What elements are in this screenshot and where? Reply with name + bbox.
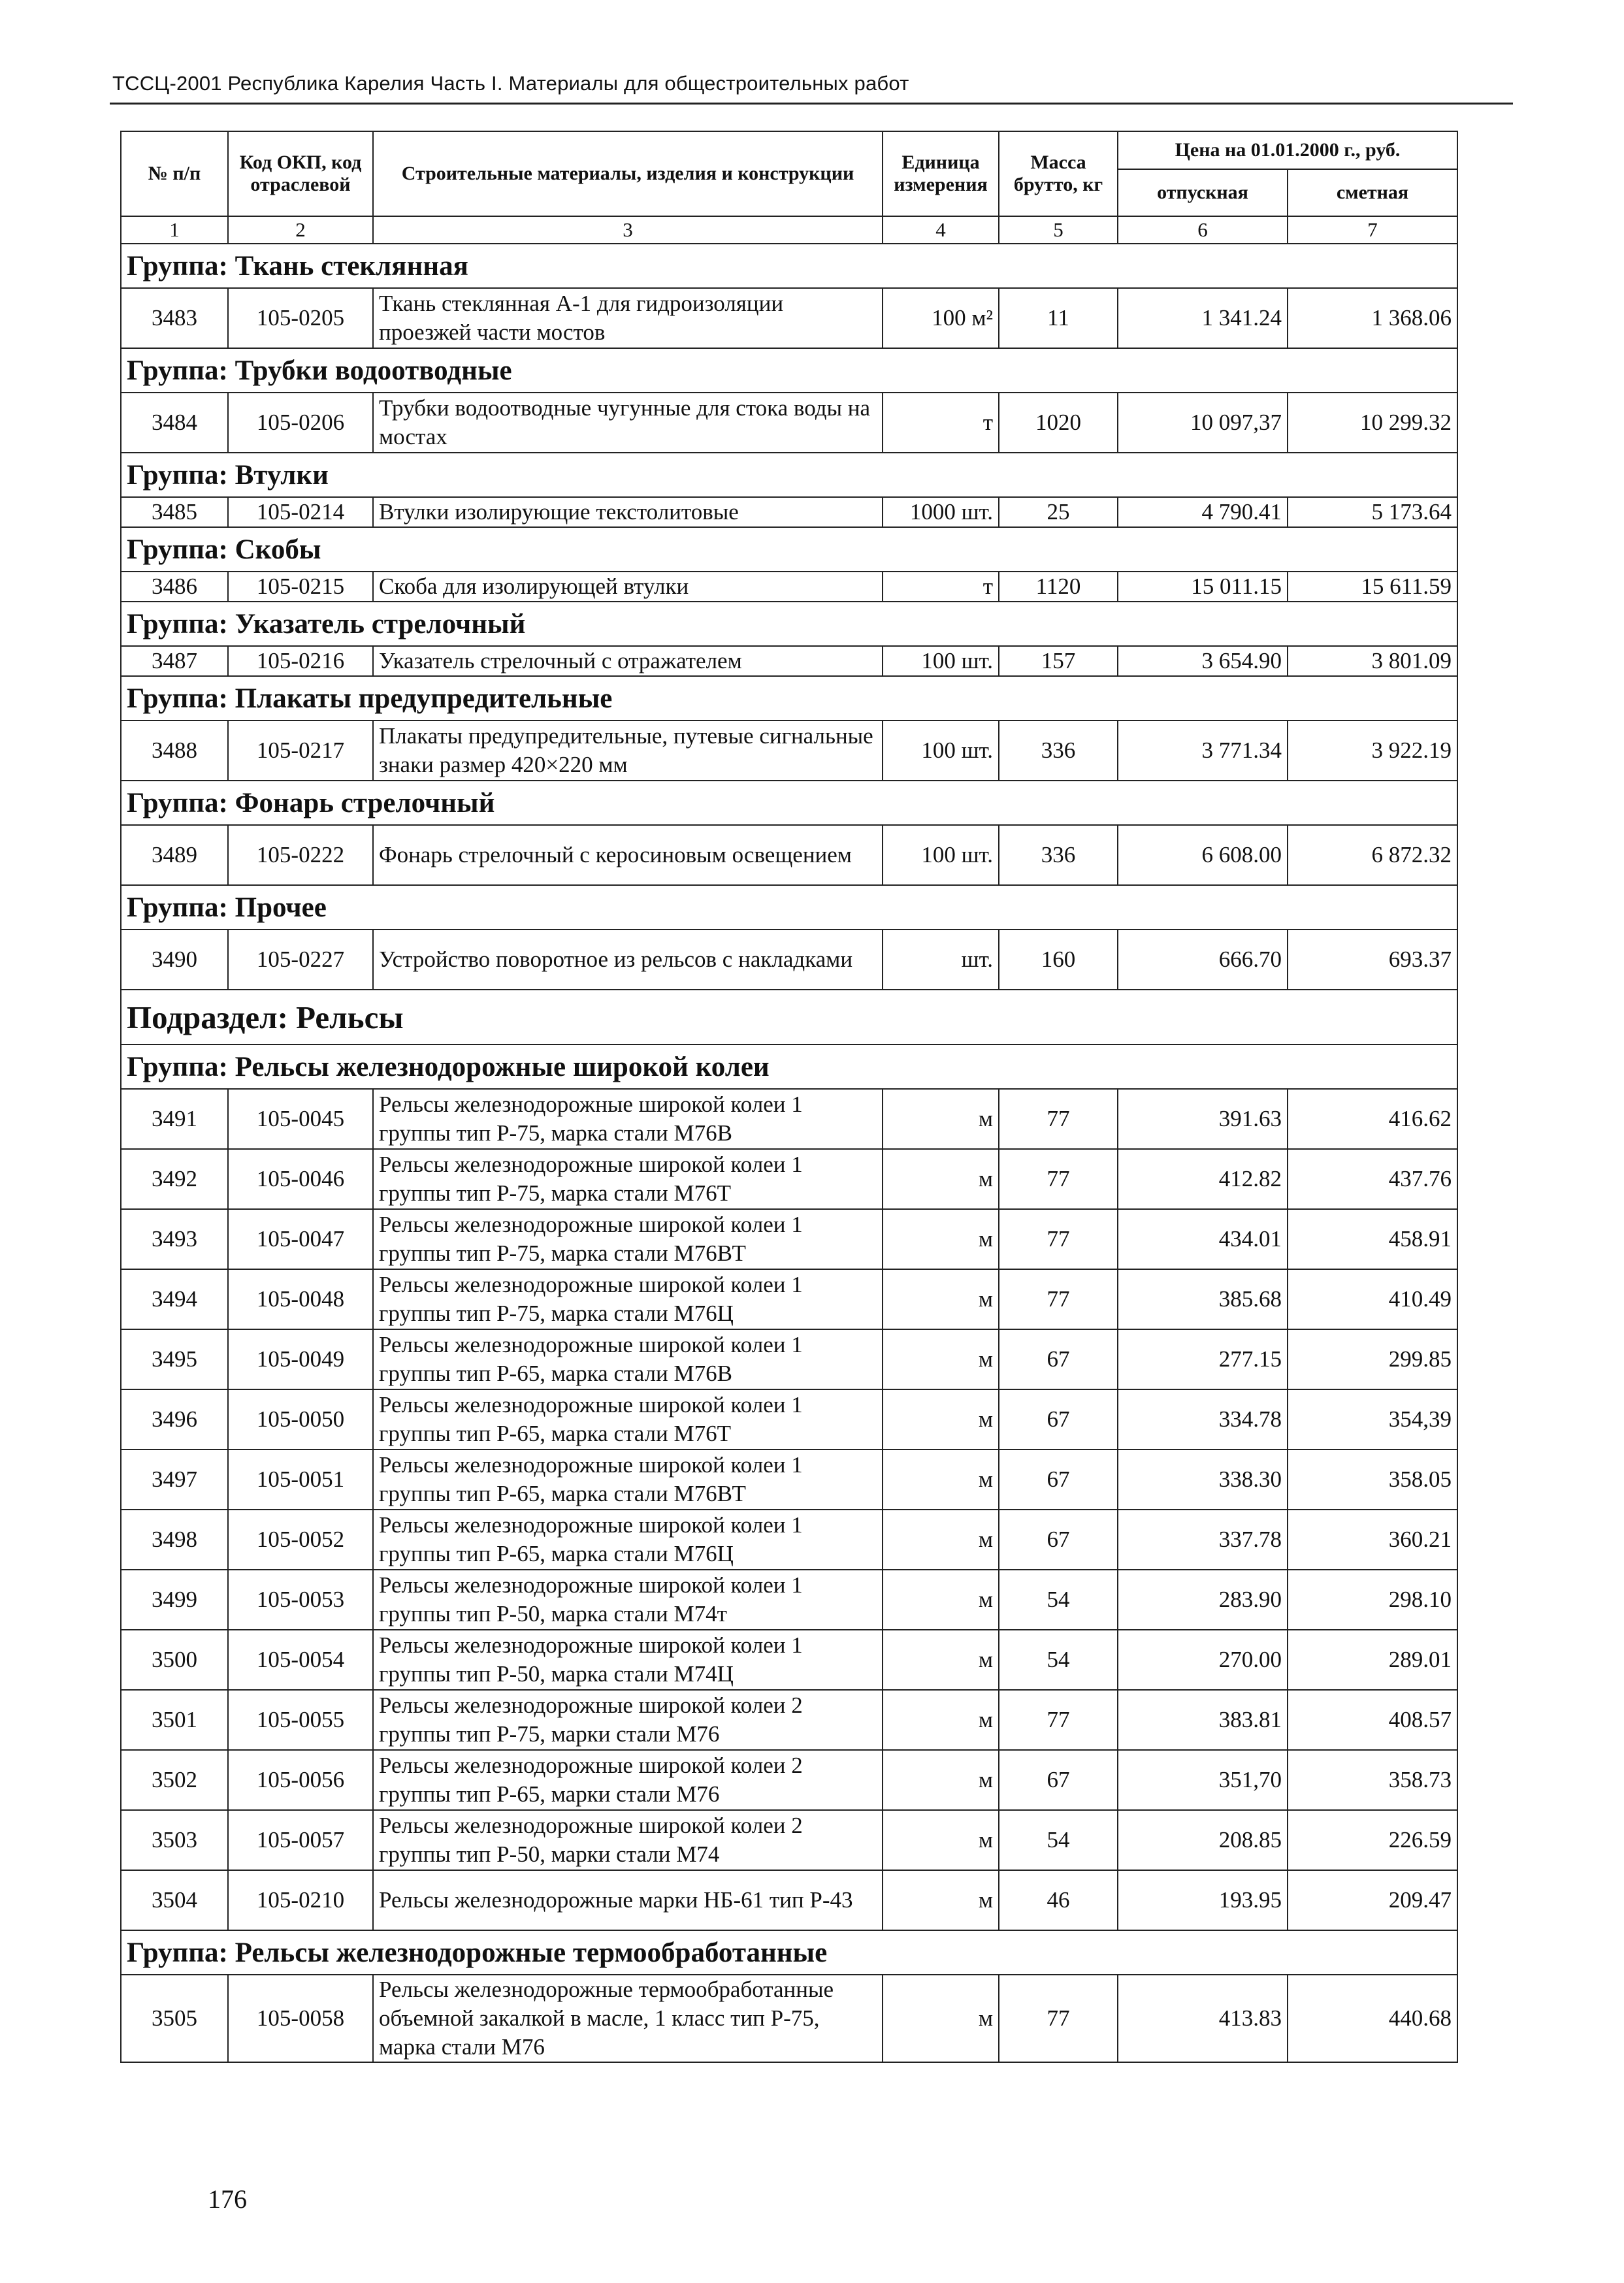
row-code: 105-0214 (228, 497, 373, 527)
row-price-release: 666.70 (1118, 930, 1288, 990)
row-unit: шт. (883, 930, 999, 990)
row-price-estimate: 360.21 (1288, 1510, 1457, 1570)
row-number: 3487 (121, 646, 228, 676)
row-number: 3483 (121, 288, 228, 348)
row-code: 105-0051 (228, 1449, 373, 1510)
row-price-estimate: 416.62 (1288, 1089, 1457, 1149)
page-header-title: ТССЦ-2001 Республика Карелия Часть I. Материалы для общестроительных работ (112, 72, 909, 95)
row-code: 105-0054 (228, 1630, 373, 1690)
group-heading: Группа: Втулки (121, 453, 1457, 497)
row-number: 3491 (121, 1089, 228, 1149)
group-heading: Группа: Плакаты предупредительные (121, 676, 1457, 721)
row-unit: м (883, 1389, 999, 1449)
row-mass: 54 (999, 1810, 1118, 1870)
table-row (121, 1449, 1457, 1510)
row-material-name: Ткань стеклянная А-1 для гидроизоляции проезжей части мостов (373, 288, 883, 348)
row-price-release: 412.82 (1118, 1149, 1288, 1209)
row-unit: м (883, 1449, 999, 1510)
row-code: 105-0058 (228, 1975, 373, 2062)
column-index: 2 (228, 216, 373, 244)
group-heading: Группа: Рельсы железнодорожные термообработанные (121, 1930, 1457, 1975)
row-price-release: 15 011.15 (1118, 572, 1288, 602)
row-price-release: 383.81 (1118, 1690, 1288, 1750)
row-price-release: 4 790.41 (1118, 497, 1288, 527)
table-row (121, 1975, 1457, 2062)
row-code: 105-0052 (228, 1510, 373, 1570)
price-table-body (121, 244, 1457, 2062)
row-price-estimate: 437.76 (1288, 1149, 1457, 1209)
column-index: 1 (121, 216, 228, 244)
row-material-name: Фонарь стрелочный с керосиновым освещением (373, 825, 883, 885)
col-header-unit: Единица измерения (883, 131, 999, 216)
table-row (121, 1630, 1457, 1690)
row-code: 105-0047 (228, 1209, 373, 1269)
row-material-name: Втулки изолирующие текстолитовые (373, 497, 883, 527)
row-mass: 25 (999, 497, 1118, 527)
row-code: 105-0055 (228, 1690, 373, 1750)
row-price-estimate: 298.10 (1288, 1570, 1457, 1630)
row-number: 3501 (121, 1690, 228, 1750)
row-number: 3492 (121, 1149, 228, 1209)
row-price-release: 385.68 (1118, 1269, 1288, 1329)
row-number: 3486 (121, 572, 228, 602)
row-number: 3490 (121, 930, 228, 990)
col-header-price-release: отпускная (1118, 169, 1288, 216)
row-material-name: Трубки водоотводные чугунные для стока воды на мостах (373, 393, 883, 453)
row-unit: м (883, 1209, 999, 1269)
row-number: 3503 (121, 1810, 228, 1870)
row-number: 3498 (121, 1510, 228, 1570)
row-number: 3489 (121, 825, 228, 885)
group-heading: Группа: Трубки водоотводные (121, 348, 1457, 393)
row-price-estimate: 10 299.32 (1288, 393, 1457, 453)
row-unit: 100 шт. (883, 825, 999, 885)
row-price-estimate: 5 173.64 (1288, 497, 1457, 527)
row-number: 3484 (121, 393, 228, 453)
row-code: 105-0206 (228, 393, 373, 453)
row-unit: м (883, 1149, 999, 1209)
row-material-name: Рельсы железнодорожные широкой колеи 2 группы тип Р-65, марки стали М76 (373, 1750, 883, 1810)
row-unit: м (883, 1269, 999, 1329)
row-material-name: Рельсы железнодорожные марки НБ-61 тип Р-43 (373, 1870, 883, 1930)
row-unit: м (883, 1810, 999, 1870)
row-unit: м (883, 1975, 999, 2062)
row-price-estimate: 458.91 (1288, 1209, 1457, 1269)
row-price-estimate: 354,39 (1288, 1389, 1457, 1449)
row-price-estimate: 3 922.19 (1288, 721, 1457, 781)
row-material-name: Рельсы железнодорожные широкой колеи 1 группы тип Р-75, марка стали М76ВТ (373, 1209, 883, 1269)
row-material-name: Рельсы железнодорожные широкой колеи 1 группы тип Р-50, марка стали М74Ц (373, 1630, 883, 1690)
row-code: 105-0210 (228, 1870, 373, 1930)
table-row (121, 1870, 1457, 1930)
row-material-name: Рельсы железнодорожные широкой колеи 2 группы тип Р-75, марки стали М76 (373, 1690, 883, 1750)
row-price-estimate: 693.37 (1288, 930, 1457, 990)
row-unit: 1000 шт. (883, 497, 999, 527)
row-price-estimate: 6 872.32 (1288, 825, 1457, 885)
table-row (121, 1209, 1457, 1269)
row-unit: т (883, 393, 999, 453)
row-number: 3494 (121, 1269, 228, 1329)
row-price-release: 3 654.90 (1118, 646, 1288, 676)
header-divider (110, 103, 1513, 105)
row-code: 105-0205 (228, 288, 373, 348)
row-price-release: 208.85 (1118, 1810, 1288, 1870)
row-mass: 67 (999, 1329, 1118, 1389)
col-header-mass: Масса брутто, кг (999, 131, 1118, 216)
row-unit: т (883, 572, 999, 602)
row-number: 3488 (121, 721, 228, 781)
table-row (121, 1510, 1457, 1570)
row-material-name: Рельсы железнодорожные широкой колеи 1 группы тип Р-75, марка стали М76Т (373, 1149, 883, 1209)
row-price-estimate: 410.49 (1288, 1269, 1457, 1329)
column-index: 4 (883, 216, 999, 244)
row-mass: 1120 (999, 572, 1118, 602)
row-price-estimate: 209.47 (1288, 1870, 1457, 1930)
row-mass: 54 (999, 1630, 1118, 1690)
row-number: 3499 (121, 1570, 228, 1630)
row-price-estimate: 1 368.06 (1288, 288, 1457, 348)
row-price-estimate: 440.68 (1288, 1975, 1457, 2062)
table-row (121, 825, 1457, 885)
row-material-name: Скоба для изолирующей втулки (373, 572, 883, 602)
row-code: 105-0045 (228, 1089, 373, 1149)
row-price-release: 391.63 (1118, 1089, 1288, 1149)
row-code: 105-0057 (228, 1810, 373, 1870)
row-code: 105-0049 (228, 1329, 373, 1389)
row-price-release: 193.95 (1118, 1870, 1288, 1930)
row-price-release: 270.00 (1118, 1630, 1288, 1690)
column-index: 5 (999, 216, 1118, 244)
row-material-name: Рельсы железнодорожные широкой колеи 1 группы тип Р-65, марка стали М76ВТ (373, 1449, 883, 1510)
row-material-name: Рельсы железнодорожные термообработанные объемной закалкой в масле, 1 класс тип Р-75, марка стали М76 (373, 1975, 883, 2062)
row-code: 105-0216 (228, 646, 373, 676)
row-mass: 77 (999, 1209, 1118, 1269)
row-price-estimate: 358.05 (1288, 1449, 1457, 1510)
table-row (121, 1690, 1457, 1750)
row-code: 105-0215 (228, 572, 373, 602)
row-unit: 100 шт. (883, 721, 999, 781)
col-header-code: Код ОКП, код отраслевой (228, 131, 373, 216)
row-price-release: 338.30 (1118, 1449, 1288, 1510)
row-unit: м (883, 1329, 999, 1389)
table-row (121, 646, 1457, 676)
row-mass: 67 (999, 1510, 1118, 1570)
row-number: 3495 (121, 1329, 228, 1389)
row-mass: 67 (999, 1389, 1118, 1449)
row-code: 105-0056 (228, 1750, 373, 1810)
row-mass: 157 (999, 646, 1118, 676)
row-price-estimate: 226.59 (1288, 1810, 1457, 1870)
column-index: 6 (1118, 216, 1288, 244)
row-unit: м (883, 1089, 999, 1149)
row-mass: 160 (999, 930, 1118, 990)
group-heading: Группа: Указатель стрелочный (121, 602, 1457, 646)
table-row (121, 930, 1457, 990)
table-row (121, 1810, 1457, 1870)
row-number: 3502 (121, 1750, 228, 1810)
row-price-release: 3 771.34 (1118, 721, 1288, 781)
table-row (121, 393, 1457, 453)
col-header-price-estimate: сметная (1288, 169, 1457, 216)
row-number: 3504 (121, 1870, 228, 1930)
table-row (121, 1570, 1457, 1630)
row-unit: 100 м² (883, 288, 999, 348)
row-price-estimate: 358.73 (1288, 1750, 1457, 1810)
row-mass: 77 (999, 1690, 1118, 1750)
page-number: 176 (208, 2184, 247, 2214)
row-mass: 67 (999, 1449, 1118, 1510)
row-price-release: 283.90 (1118, 1570, 1288, 1630)
row-unit: м (883, 1630, 999, 1690)
row-mass: 54 (999, 1570, 1118, 1630)
table-row (121, 288, 1457, 348)
row-price-estimate: 15 611.59 (1288, 572, 1457, 602)
row-material-name: Устройство поворотное из рельсов с накладками (373, 930, 883, 990)
row-mass: 77 (999, 1975, 1118, 2062)
price-table (120, 131, 1458, 2063)
row-material-name: Рельсы железнодорожные широкой колеи 1 группы тип Р-65, марка стали М76Т (373, 1389, 883, 1449)
row-number: 3505 (121, 1975, 228, 2062)
row-code: 105-0222 (228, 825, 373, 885)
row-material-name: Рельсы железнодорожные широкой колеи 1 группы тип Р-65, марка стали М76В (373, 1329, 883, 1389)
row-mass: 77 (999, 1089, 1118, 1149)
row-mass: 1020 (999, 393, 1118, 453)
row-mass: 336 (999, 825, 1118, 885)
row-unit: м (883, 1690, 999, 1750)
row-unit: 100 шт. (883, 646, 999, 676)
group-heading: Группа: Фонарь стрелочный (121, 781, 1457, 825)
group-heading: Группа: Скобы (121, 527, 1457, 572)
table-row (121, 1329, 1457, 1389)
row-code: 105-0048 (228, 1269, 373, 1329)
table-row (121, 497, 1457, 527)
row-material-name: Рельсы железнодорожные широкой колеи 1 группы тип Р-75, марка стали М76Ц (373, 1269, 883, 1329)
row-price-estimate: 299.85 (1288, 1329, 1457, 1389)
row-number: 3497 (121, 1449, 228, 1510)
table-row (121, 572, 1457, 602)
row-price-release: 277.15 (1118, 1329, 1288, 1389)
col-header-num: № п/п (121, 131, 228, 216)
row-price-release: 337.78 (1118, 1510, 1288, 1570)
table-row (121, 1149, 1457, 1209)
table-row (121, 1269, 1457, 1329)
row-price-release: 413.83 (1118, 1975, 1288, 2062)
row-mass: 336 (999, 721, 1118, 781)
row-code: 105-0227 (228, 930, 373, 990)
col-header-name: Строительные материалы, изделия и конструкции (373, 131, 883, 216)
row-price-release: 1 341.24 (1118, 288, 1288, 348)
row-code: 105-0046 (228, 1149, 373, 1209)
row-code: 105-0050 (228, 1389, 373, 1449)
table-row (121, 1750, 1457, 1810)
column-index-row (121, 216, 1457, 244)
row-number: 3500 (121, 1630, 228, 1690)
row-material-name: Указатель стрелочный с отражателем (373, 646, 883, 676)
col-header-price-group: Цена на 01.01.2000 г., руб. (1118, 131, 1457, 169)
row-price-release: 10 097,37 (1118, 393, 1288, 453)
row-mass: 46 (999, 1870, 1118, 1930)
row-material-name: Рельсы железнодорожные широкой колеи 1 группы тип Р-65, марка стали М76Ц (373, 1510, 883, 1570)
table-row (121, 721, 1457, 781)
row-price-estimate: 289.01 (1288, 1630, 1457, 1690)
group-heading: Группа: Прочее (121, 885, 1457, 930)
subsection-heading: Подраздел: Рельсы (121, 990, 1457, 1044)
row-mass: 67 (999, 1750, 1118, 1810)
column-index: 3 (373, 216, 883, 244)
row-material-name: Плакаты предупредительные, путевые сигнальные знаки размер 420×220 мм (373, 721, 883, 781)
row-mass: 11 (999, 288, 1118, 348)
row-material-name: Рельсы железнодорожные широкой колеи 1 группы тип Р-50, марка стали М74т (373, 1570, 883, 1630)
group-heading: Группа: Рельсы железнодорожные широкой колеи (121, 1044, 1457, 1089)
row-unit: м (883, 1510, 999, 1570)
row-number: 3496 (121, 1389, 228, 1449)
row-mass: 77 (999, 1149, 1118, 1209)
row-price-release: 334.78 (1118, 1389, 1288, 1449)
row-price-estimate: 408.57 (1288, 1690, 1457, 1750)
table-row (121, 1089, 1457, 1149)
row-price-release: 351,70 (1118, 1750, 1288, 1810)
row-price-release: 6 608.00 (1118, 825, 1288, 885)
row-material-name: Рельсы железнодорожные широкой колеи 2 группы тип Р-50, марки стали М74 (373, 1810, 883, 1870)
row-material-name: Рельсы железнодорожные широкой колеи 1 группы тип Р-75, марка стали М76В (373, 1089, 883, 1149)
row-unit: м (883, 1750, 999, 1810)
row-mass: 77 (999, 1269, 1118, 1329)
group-heading: Группа: Ткань стеклянная (121, 244, 1457, 288)
table-row (121, 1389, 1457, 1449)
row-price-release: 434.01 (1118, 1209, 1288, 1269)
row-number: 3493 (121, 1209, 228, 1269)
row-unit: м (883, 1870, 999, 1930)
row-price-estimate: 3 801.09 (1288, 646, 1457, 676)
row-unit: м (883, 1570, 999, 1630)
column-index: 7 (1288, 216, 1457, 244)
row-code: 105-0053 (228, 1570, 373, 1630)
row-code: 105-0217 (228, 721, 373, 781)
row-number: 3485 (121, 497, 228, 527)
